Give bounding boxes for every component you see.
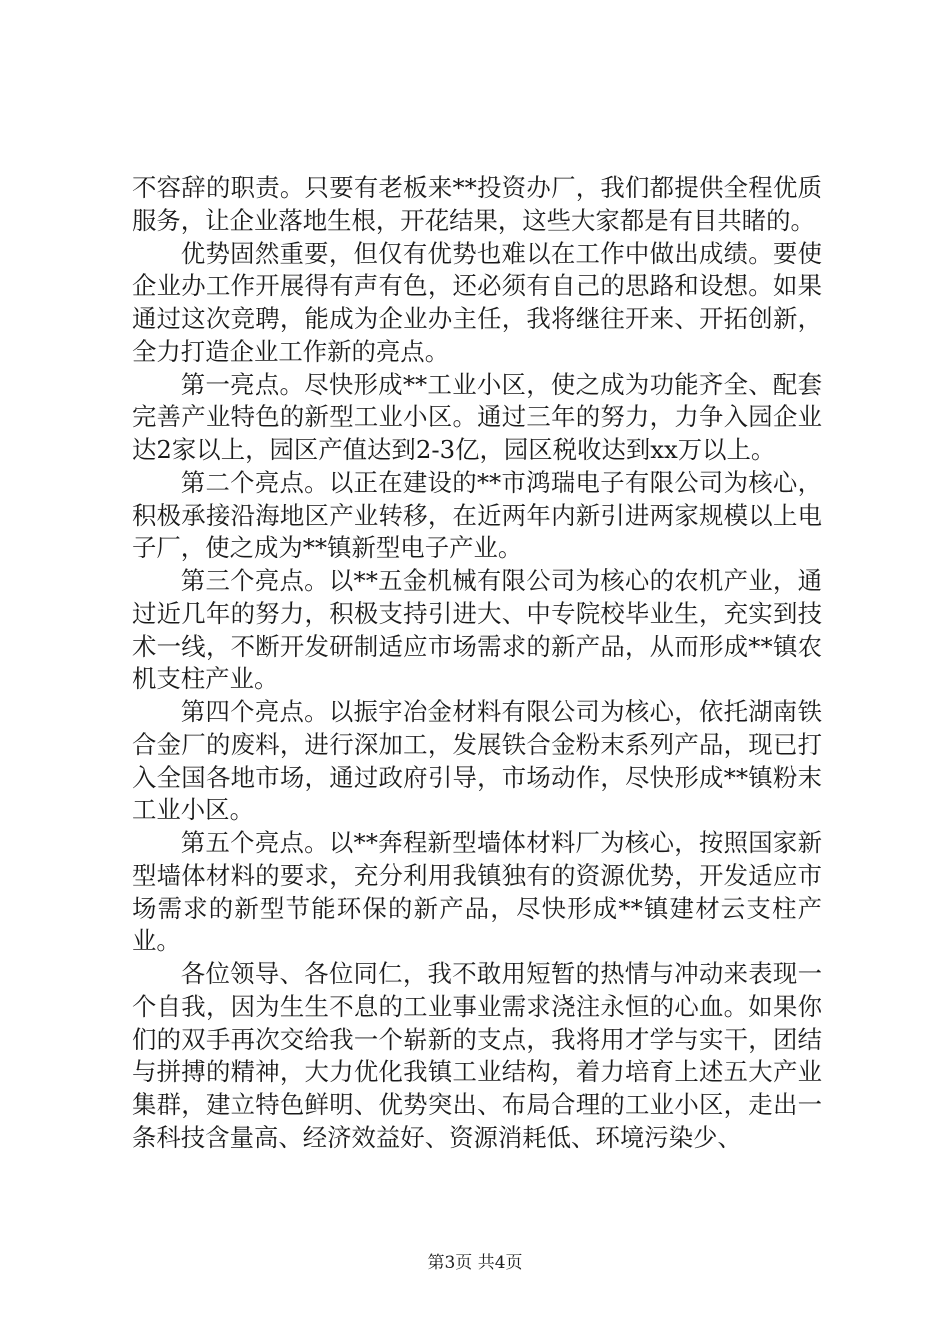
document-body	[132, 172, 822, 1155]
paragraph-1: 不容辞的职责。只要有老板来**投资办厂，我们都提供全程优质服务，让企业落地生根，开花结果，这些大家都是有目共睹的。	[132, 173, 822, 235]
paragraph-6: 第四个亮点。以振宇冶金材料有限公司为核心，依托湖南铁合金厂的废料，进行深加工，发展铁合金粉末系列产品，现已打入全国各地市场，通过政府引导，市场动作，尽快形成**镇粉末工业小区。	[132, 697, 822, 825]
paragraph-2: 优势固然重要，但仅有优势也难以在工作中做出成绩。要使企业办工作开展得有声有色，还必须有自己的思路和设想。如果通过这次竞聘，能成为企业办主任，我将继往开来、开拓创新，全力打造企业工作新的亮点。	[132, 238, 822, 366]
paragraph-8: 各位领导、各位同仁，我不敢用短暂的热情与冲动来表现一个自我，因为生生不息的工业事业需求浇注永恒的心血。如果你们的双手再次交给我一个崭新的支点，我将用才学与实干，团结与拼搏的精神，大力优化我镇工业结构，着力培育上述五大产业集群，建立特色鲜明、优势突出、布局合理的工业小区，走出一条科技含量高、经济效益好、资源消耗低、环境污染少、	[132, 959, 822, 1152]
paragraph-3: 第一亮点。尽快形成**工业小区，使之成为功能齐全、配套完善产业特色的新型工业小区。通过三年的努力，力争入园企业达2家以上，园区产值达到2-3亿，园区税收达到xx万以上。	[132, 369, 822, 464]
page-footer: 第3页 共4页	[427, 1253, 523, 1273]
paragraph-7: 第五个亮点。以**奔程新型墙体材料厂为核心，按照国家新型墙体材料的要求，充分利用我镇独有的资源优势，开发适应市场需求的新型节能环保的新产品，尽快形成**镇建材云支柱产业。	[132, 828, 822, 956]
paragraph-5: 第三个亮点。以**五金机械有限公司为核心的农机产业，通过近几年的努力，积极支持引进大、中专院校毕业生，充实到技术一线，不断开发研制适应市场需求的新产品，从而形成**镇农机支柱产业。	[132, 566, 822, 694]
paragraph-4: 第二个亮点。以正在建设的**市鸿瑞电子有限公司为核心，积极承接沿海地区产业转移，在近两年内新引进两家规模以上电子厂，使之成为**镇新型电子产业。	[132, 467, 822, 563]
